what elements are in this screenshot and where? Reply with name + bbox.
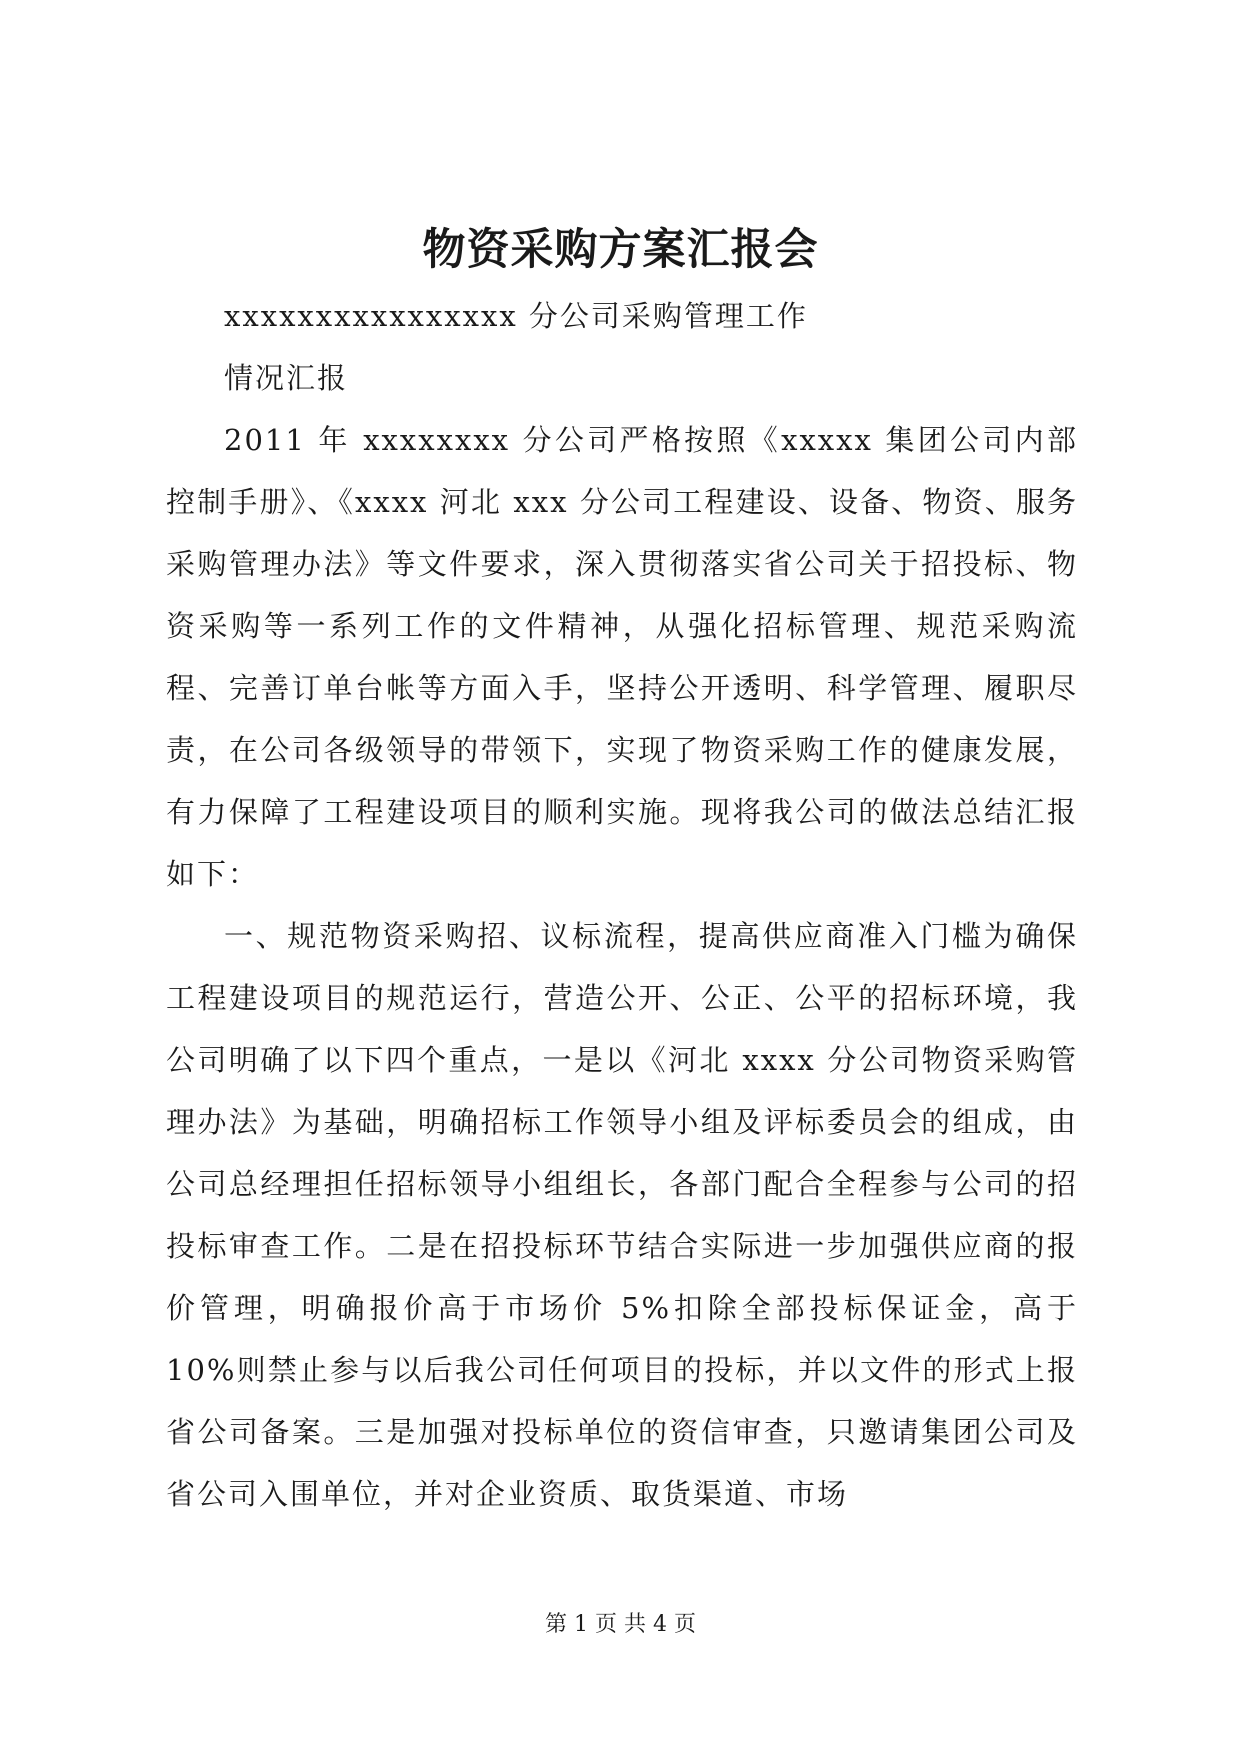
subtitle-line-2: 情况汇报 xyxy=(224,361,349,395)
body-paragraph-1: 2011 年 xxxxxxxx 分公司严格按照《xxxxx 集团公司内部控制手册》、《xxxx 河北 xxx 分公司工程建设、设备、物资、服务采购管理办法》等文件要求，深入贯彻落实省公司关于招投标、物资采购等一系列工作的文件精神，从强化招标管理、规范采购流程、完善订单台帐等方面入手，坚持公开透明、科学管理、履职尽责，在公司各级领导的带领下，实现了物资采购工作的健康发展，有力保障了工程建设项目的顺利实施。现将我公司的做法总结汇报如下： xyxy=(166,423,1078,891)
subtitle-line-1: xxxxxxxxxxxxxxxx 分公司采购管理工作 xyxy=(224,299,808,333)
document-body xyxy=(166,285,1078,1525)
body-paragraph-2: 一、规范物资采购招、议标流程，提高供应商准入门槛为确保工程建设项目的规范运行，营造公开、公正、公平的招标环境，我公司明确了以下四个重点，一是以《河北 xxxx 分公司物资采购管理办法》为基础，明确招标工作领导小组及评标委员会的组成，由公司总经理担任招标领导小组组长，各部门配合全程参与公司的招投标审查工作。二是在招投标环节结合实际进一步加强供应商的报价管理，明确报价高于市场价 5%扣除全部投标保证金，高于 10%则禁止参与以后我公司任何项目的投标，并以文件的形式上报省公司备案。三是加强对投标单位的资信审查，只邀请集团公司及省公司入围单位，并对企业资质、取货渠道、市场 xyxy=(166,919,1078,1511)
page-footer: 第 1 页 共 4 页 xyxy=(545,1612,696,1637)
document-title: 物资采购方案汇报会 xyxy=(422,225,819,275)
